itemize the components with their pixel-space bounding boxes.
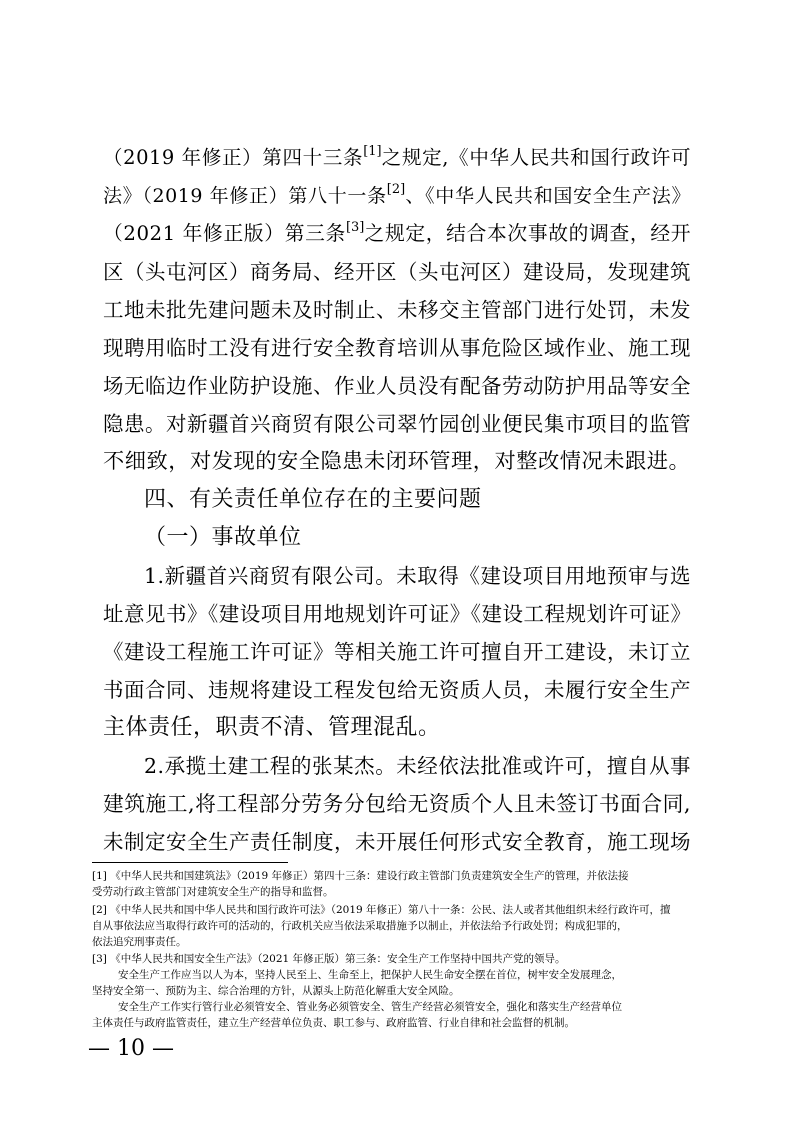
footnote-separator [92,862,288,863]
footnote-line: [3] 《中华人民共和国安全生产法》（2021 年修正版）第三条：安全生产工作坚持中国共产党的领导。 [92,953,566,965]
body-line: 区（头屯河区）商务局、经开区（头屯河区）建设局，发现建筑 [103,260,691,284]
footnote-ref[interactable]: [3] [345,220,365,235]
body-line: 场无临边作业防护设施、作业人员没有配备劳动防护用品等安全 [103,374,691,398]
footnote-line: [1] 《中华人民共和国建筑法》（2019 年修正）第四十三条：建设行政主管部门负责建筑安全生产的管理，并依法接 [92,870,629,882]
footnote-line: 自从事依法应当取得行政许可的活动的，行政机关应当依法采取措施予以制止，并依法给予行政处罚；构成犯罪的， [92,920,628,932]
text-run: （2019 年修正）第四十三条 [103,146,364,169]
body-line: 隐患。对新疆首兴商贸有限公司翠竹园创业便民集市项目的监管 [103,412,691,436]
body-line: 建筑施工,将工程部分劳务分包给无资质个人且未签订书面合同, [103,792,691,816]
text-run: 法》（2019 年修正）第八十一条 [103,185,387,207]
footnote-line: 依法追究刑事责任。 [92,936,187,948]
body-line: 1.新疆首兴商贸有限公司。未取得《建设项目用地预审与选 [144,564,691,588]
footnote-line: 受劳动行政主管部门对建筑安全生产的指导和监督。 [92,886,334,898]
body-line [103,215,691,253]
body-line: 主体责任，职责不清、管理混乱。 [103,715,441,740]
footnote-line: 坚持安全第一、预防为主、综合治理的方针，从源头上防范化解重大安全风险。 [92,985,460,997]
body-line [103,177,691,215]
body-line: 《建设工程施工许可证》等相关施工许可擅自开工建设，未订立 [103,640,691,664]
footnote-line: 安全生产工作应当以人为本，坚持人民至上、生命至上，把保护人民生命安全摆在首位，树牢安全发展理念， [118,969,622,981]
page-number: — 10 — [88,1036,174,1061]
body-line: 不细致，对发现的安全隐患未闭环管理，对整改情况未跟进。 [103,449,691,474]
footnote-ref[interactable]: [2] [386,182,406,197]
footnote-line: [2] 《中华人民共和国中华人民共和国行政许可法》（2019 年修正）第八十一条：公民、法人或者其他组织未经行政许可，擅 [92,904,671,916]
footnote-ref[interactable]: [1] [363,144,382,159]
text-run: 之规定，结合本次事故的调查，经开 [364,222,691,245]
body-line: 2.承揽土建工程的张某杰。未经依法批准或许可，擅自从事 [144,754,691,778]
body-line: 书面合同、违规将建设工程发包给无资质人员，未履行安全生产 [103,678,691,702]
body-line: 工地未批先建问题未及时制止、未移交主管部门进行处罚，未发 [103,298,691,322]
footnote-line: 主体责任与政府监管责任，建立生产经营单位负责、职工参与、政府监管、行业自律和社会监督的机制。 [92,1017,575,1029]
subsection-heading: （一）事故单位 [144,525,302,550]
text-run: 、《中华人民共和国安全生产法》 [405,185,691,207]
section-heading: 四、有关责任单位存在的主要问题 [144,487,482,512]
body-line: 未制定安全生产责任制度，未开展任何形式安全教育，施工现场 [103,830,691,854]
body-line: 址意见书》《建设项目用地规划许可证》《建设工程规划许可证》 [103,602,692,626]
text-run: （2021 年修正版）第三条 [103,222,346,245]
body-line [103,139,691,177]
body-line: 现聘用临时工没有进行安全教育培训从事危险区域作业、施工现 [103,336,691,360]
text-run: 之规定,《中华人民共和国行政许可 [381,146,692,169]
footnote-line: 安全生产工作实行管行业必须管安全、管业务必须管安全、管生产经营必须管安全，强化和落实生产经营单位 [118,1001,622,1013]
